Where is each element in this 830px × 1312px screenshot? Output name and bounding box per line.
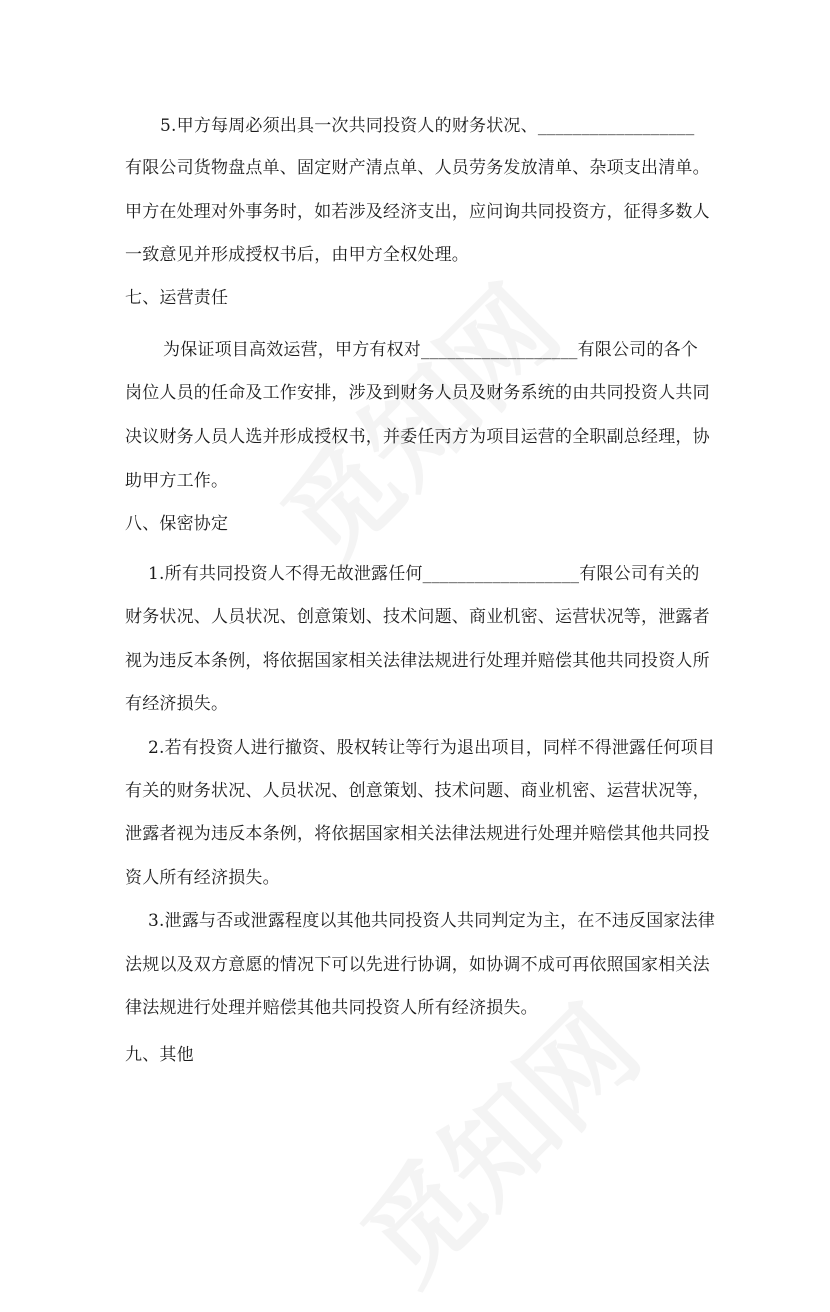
- section-heading: 七、运营责任: [125, 288, 229, 308]
- paragraph-line: 岗位人员的任命及工作安排，涉及到财务人员及财务系统的由共同投资人共同: [125, 383, 710, 403]
- section-heading: 九、其他: [125, 1045, 194, 1065]
- paragraph-line: 法规以及双方意愿的情况下可以先进行协调，如协调不成可再依照国家相关法: [125, 955, 710, 975]
- paragraph-line: 1.所有共同投资人不得无故泄露任何__________________有限公司有关的: [148, 564, 700, 584]
- paragraph-line: 决议财务人员人选并形成授权书，并委任丙方为项目运营的全职副总经理，协: [125, 427, 710, 447]
- paragraph-line: 2.若有投资人进行撤资、股权转让等行为退出项目，同样不得泄露任何项目: [148, 738, 716, 758]
- paragraph-line: 5.甲方每周必须出具一次共同投资人的财务状况、__________________: [160, 116, 695, 136]
- paragraph-line: 资人所有经济损失。: [125, 868, 280, 888]
- paragraph-line: 律法规进行处理并赔偿其他共同投资人所有经济损失。: [125, 998, 538, 1018]
- paragraph-line: 甲方在处理对外事务时，如若涉及经济支出，应问询共同投资方，征得多数人: [125, 202, 710, 222]
- paragraph-line: 有经济损失。: [125, 694, 229, 714]
- paragraph-line: 视为违反本条例，将依据国家相关法律法规进行处理并赔偿其他共同投资人所: [125, 651, 710, 671]
- paragraph-line: 有关的财务状况、人员状况、创意策划、技术问题、商业机密、运营状况等，: [125, 781, 710, 801]
- paragraph-line: 财务状况、人员状况、创意策划、技术问题、商业机密、运营状况等，泄露者: [125, 607, 710, 627]
- paragraph-line: 一致意见并形成授权书后，由甲方全权处理。: [125, 245, 469, 265]
- paragraph-line: 助甲方工作。: [125, 471, 229, 491]
- paragraph-line: 有限公司货物盘点单、固定财产清点单、人员劳务发放清单、杂项支出清单。: [125, 158, 710, 178]
- paragraph-line: 泄露者视为违反本条例，将依据国家相关法律法规进行处理并赔偿其他共同投: [125, 824, 710, 844]
- section-heading: 八、保密协定: [125, 514, 229, 534]
- paragraph-line: 为保证项目高效运营，甲方有权对__________________有限公司的各个: [163, 340, 698, 360]
- paragraph-line: 3.泄露与否或泄露程度以其他共同投资人共同判定为主，在不违反国家法律: [148, 911, 716, 931]
- watermark: [242, 246, 587, 591]
